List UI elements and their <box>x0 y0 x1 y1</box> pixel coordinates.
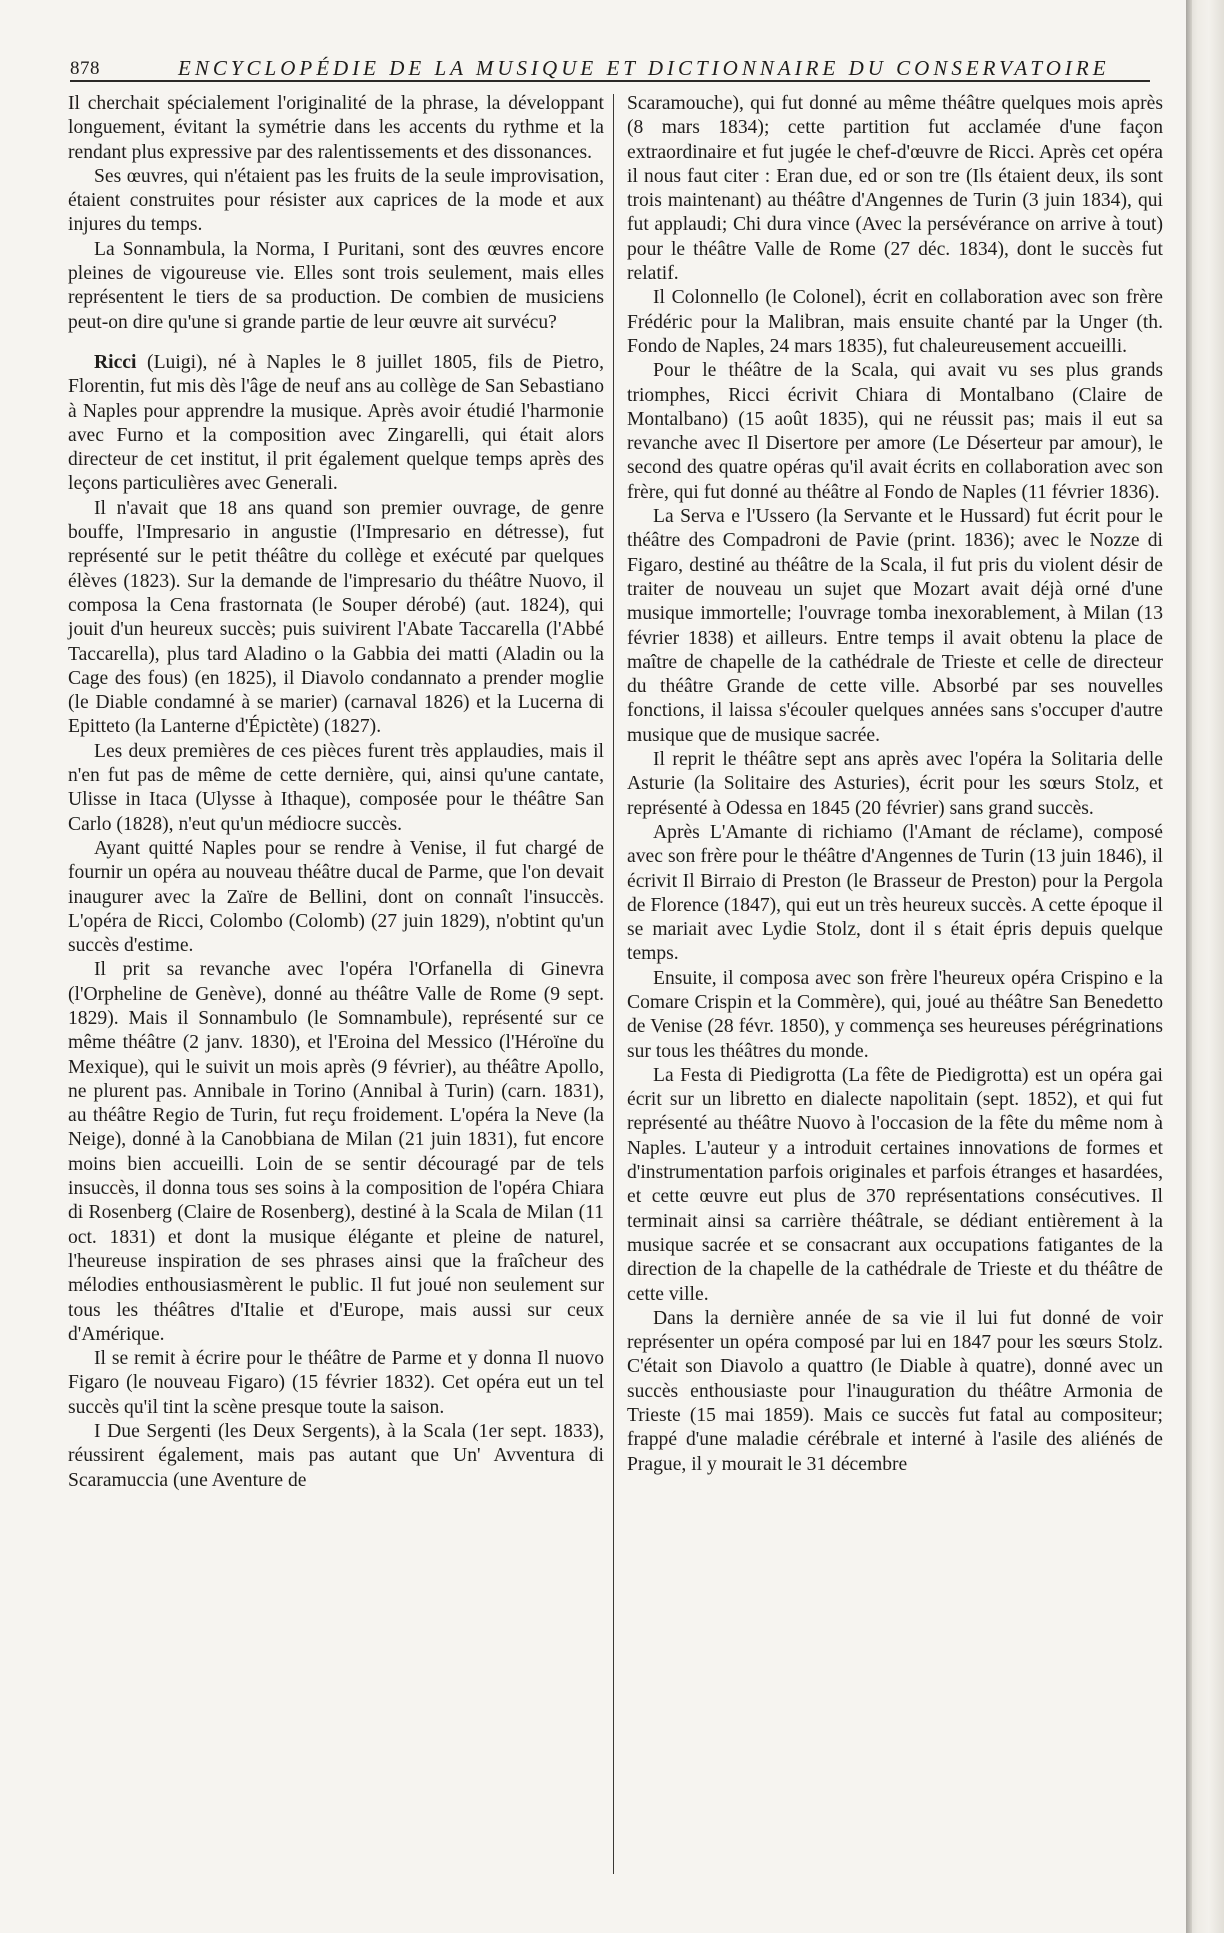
entry-text: (Luigi), né à Naples le 8 juillet 1805, fils de Pietro, Florentin, fut mis dès l'âge de neuf ans au collège de San Sebastiano à Naples pour apprendre la musique. Après avoir étudié l'harmonie avec Furno et la composition avec Zingarelli, qui était alors directeur de cet institut, il prit également quelque temps après des leçons particulières avec Generali. <box>68 351 604 495</box>
paragraph: Il cherchait spécialement l'originalité de la phrase, la développant longuement, évitant la symétrie dans les accents du rythme et la rendant plus expressive par des ralentissements et des dissonances. <box>68 93 604 163</box>
paragraph: Il n'avait que 18 ans quand son premier ouvrage, de genre bouffe, l'Impresario in angustie (l'Impresario en détresse), fut représenté sur le petit théâtre du collège et exécuté par quelques élèves (1823). Sur la demande de l'impresario du théâtre Nuovo, il composa la Cena frastornata (le Souper dérobé) (aut. 1824), qui jouit d'un heureux succès; puis suivirent l'Abate Taccarella (l'Abbé Taccarella), plus tard Aladino o la Gabbia dei matti (Aladin ou la Cage des fous) (en 1825), il Diavolo condannato a prender moglie (le Diable condamné à se marier) (carnaval 1826) et la Lucerna di Epitteto (la Lanterne d'Épictète) (1827). <box>68 497 604 738</box>
paragraph: Pour le théâtre de la Scala, qui avait vu ses plus grands triomphes, Ricci écrivit Chiara di Montalbano (Claire de Montalbano) (15 août 1835), qui ne réussit pas; mais il eut sa revanche avec Il Disertore per amore (Le Déserteur par amour), le second des quatre opéras qu'il avait écrits en collaboration avec son frère, qui fut donné au théâtre al Fondo de Naples (11 février 1836). <box>627 360 1163 503</box>
paragraph: Ensuite, il composa avec son frère l'heureux opéra Crispino e la Comare Crispin et la Commère), qui, joué au théâtre San Benedetto de Venise (28 févr. 1850), y commença ses heureuses pérégrinations sur tous les théâtres du monde. <box>627 967 1163 1062</box>
page-header <box>70 52 1150 82</box>
paragraph: Dans la dernière année de sa vie il lui fut donné de voir représenter un opéra composé par lui en 1847 pour les sœurs Stolz. C'était son Diavolo a quattro (le Diable à quatre), donné avec un succès enthousiaste pour l'inauguration du théâtre Armonia de Trieste (15 mai 1859). Mais ce succès fut fatal au compositeur; frappé d'une maladie cérébrale et interné à l'asile des aliénés de Prague, il y mourait le 31 décembre <box>627 1307 1163 1475</box>
left-column <box>68 92 604 1493</box>
paragraph: Ayant quitté Naples pour se rendre à Venise, il fut chargé de fournir un opéra au nouveau théâtre ducal de Parme, que l'on devait inaugurer avec la Zaïre de Bellini, dont on connaît l'insuccès. L'opéra de Ricci, Colombo (Colomb) (27 juin 1829), n'obtint qu'un succès d'estime. <box>68 837 604 957</box>
dictionary-entry-ricci <box>68 351 604 497</box>
paragraph: Ses œuvres, qui n'étaient pas les fruits de la seule improvisation, étaient construites pour résister aux caprices de la mode et aux injures du temps. <box>68 165 604 236</box>
paragraph: La Serva e l'Ussero (la Servante et le Hussard) fut écrit pour le théâtre des Compadroni de Pavie (print. 1836); avec le Nozze di Figaro, destiné au théâtre de la Scala, il fut pris du violent désir de traiter de nouveau un sujet que Mozart avait déjà orné d'une musique immortelle; l'ouvrage tomba inexorablement, à Milan (13 février 1838) et ailleurs. Entre temps il avait obtenu la place de maître de chapelle de la cathédrale de Trieste et celle de directeur du théâtre Grande de cette ville. Absorbé par ses nouvelles fonctions, il laissa s'écouler quelques années sans s'occuper d'autre musique que de musique sacrée. <box>627 506 1163 746</box>
paragraph: Les deux premières de ces pièces furent très applaudies, mais il n'en fut pas de même de cette dernière, qui, ainsi qu'une cantate, Ulisse in Itaca (Ulysse à Ithaque), composée pour le théâtre San Carlo (1828), n'eut qu'un médiocre succès. <box>68 740 604 835</box>
entry-headword: Ricci <box>94 351 137 373</box>
paragraph: La Festa di Piedigrotta (La fête de Piedigrotta) est un opéra gai écrit sur un libretto en dialecte napolitain (sept. 1852), et qui fut représenté au théâtre Nuovo à l'occasion de la fête du même nom à Naples. L'auteur y a introduit certaines innovations de formes et d'instrumentation parfois originales et parfois étranges et hasardées, et cette œuvre eut plus de 370 représentations consécutives. Il terminait ainsi sa carrière théâtrale, se dédiant entièrement à la musique sacrée et se consacrant aux occupations fatigantes de la direction de la chapelle de la cathédrale de Trieste et du théâtre de cette ville. <box>627 1064 1163 1305</box>
paragraph: Après L'Amante di richiamo (l'Amant de réclame), composé avec son frère pour le théâtre d'Angennes de Turin (13 juin 1846), il écrivit Il Birraio di Preston (le Brasseur de Preston) pour la Pergola de Florence (1847), qui eut un très heureux succès. A cette époque il se mariait avec Lydie Stolz, dont il s était épris depuis quelque temps. <box>627 821 1163 965</box>
binding-edge <box>1186 0 1224 1933</box>
paragraph: Scaramouche), qui fut donné au même théâtre quelques mois après (8 mars 1834); cette partition fut acclamée d'une façon extraordinaire et fut jugée le chef-d'œuvre de Ricci. Après cet opéra il nous faut citer : Eran due, ed or son tre (Ils étaient deux, ils sont trois maintenant) au théâtre d'Angennes de Turin (3 juin 1834), qui fut applaudi; Chi dura vince (Avec la persévérance on arrive à tout) pour le théâtre Valle de Rome (27 déc. 1834), dont le succès fut relatif. <box>627 93 1163 285</box>
page-number: 878 <box>70 58 100 79</box>
running-title: ENCYCLOPÉDIE DE LA MUSIQUE ET DICTIONNAIRE DU CONSERVATOIRE <box>178 56 1110 80</box>
paragraph: Il Colonnello (le Colonel), écrit en collaboration avec son frère Frédéric pour la Malibran, mais ensuite chanté par la Unger (th. Fondo de Naples, 24 mars 1835), fut chaleureusement accueilli. <box>627 287 1163 357</box>
column-divider <box>613 94 614 1874</box>
page-gutter-shadow <box>1186 0 1192 1933</box>
paragraph: Il prit sa revanche avec l'opéra l'Orfanella di Ginevra (l'Orpheline de Genève), donné au théâtre Valle de Rome (9 sept. 1829). Mais il Sonnambulo (le Somnambule), représenté sur ce même théâtre (2 janv. 1830), et l'Eroina del Messico (l'Héroïne du Mexique), qui le suivit un mois après (9 février), au théâtre Apollo, ne plurent pas. Annibale in Torino (Annibal à Turin) (carn. 1831), au théâtre Regio de Turin, fut reçu froidement. L'opéra la Neve (la Neige), donné à la Canobbiana de Milan (21 juin 1831), fut encore moins bien accueilli. Loin de se sentir découragé par de tels insuccès, il donna tous ses soins à la composition de l'opéra Chiara di Rosenberg (Claire de Rosenberg), destiné à la Scala de Milan (11 oct. 1831) et dont la musique élégante et pleine de naturel, l'heureuse inspiration de ses phrases ainsi que la fraîcheur des mélodies enthousiasmèrent le public. Il fut joué non seulement sur tous les théâtres d'Italie et d'Europe, mais aussi sur ceux d'Amérique. <box>68 959 604 1345</box>
paragraph: La Sonnambula, la Norma, I Puritani, sont des œuvres encore pleines de vigoureuse vie. Elles sont trois seulement, mais elles représentent le tiers de sa production. De combien de musiciens peut-on dire qu'une si grande partie de leur œuvre ait survécu? <box>68 238 604 333</box>
paragraph: Il reprit le théâtre sept ans après avec l'opéra la Solitaria delle Asturie (la Solitaire des Asturies), écrit pour les sœurs Stolz, et représenté à Odessa en 1845 (20 février) sans grand succès. <box>627 749 1163 819</box>
paragraph: Il se remit à écrire pour le théâtre de Parme et y donna Il nuovo Figaro (le nouveau Figaro) (15 février 1832). Cet opéra eut un tel succès qu'il tint la scène presque toute la saison. <box>68 1348 604 1418</box>
paragraph: I Due Sergenti (les Deux Sergents), à la Scala (1er sept. 1833), réussirent également, mais pas autant que Un' Avventura di Scaramuccia (une Aventure de <box>68 1421 604 1491</box>
right-column <box>627 92 1163 1477</box>
